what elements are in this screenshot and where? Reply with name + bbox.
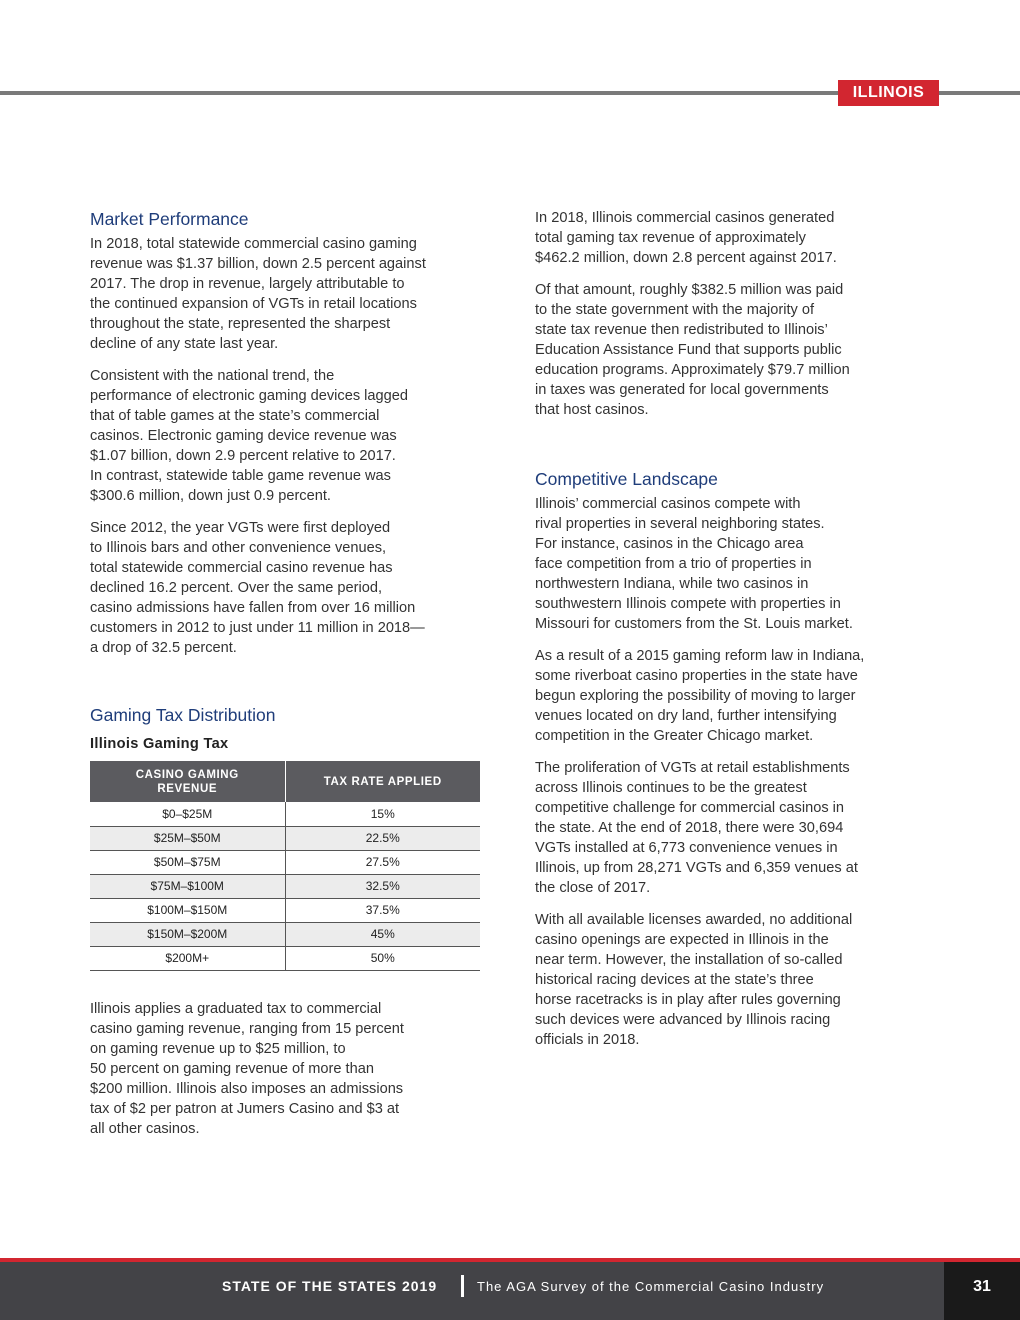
table-title: Illinois Gaming Tax xyxy=(90,736,229,752)
col-header-revenue: CASINO GAMING REVENUE xyxy=(90,761,285,802)
cell-revenue: $50M–$75M xyxy=(90,850,285,874)
tax-revenue-paragraph-2: Of that amount, roughly $382.5 million was paid to the state government with the majority of state tax revenue then redistributed to Illinois’ Education Assistance Fund that supports public education programs. Approximately $79.7 million in taxes was generated for local governments that host casinos. xyxy=(535,282,850,418)
tax-revenue-paragraph-1: In 2018, Illinois commercial casinos generated total gaming tax revenue of approximately $462.2 million, down 2.8 percent against 2017. xyxy=(535,210,837,266)
cell-rate: 45% xyxy=(285,922,480,946)
market-paragraph-2: Consistent with the national trend, the performance of electronic gaming devices lagged that of table games at the state’s commercial casinos. Electronic gaming device revenue was $1.07 billion, down 2.9 percent relative to 2017. In contrast, statewide table game revenue was $300.6 million, down just 0.9 percent. xyxy=(90,368,408,504)
table-header-row xyxy=(90,761,480,802)
gaming-tax-paragraph: Illinois applies a graduated tax to commercial casino gaming revenue, ranging from 15 percent on gaming revenue up to $25 million, to 50 percent on gaming revenue of more than $200 million. Illinois also imposes an admissions tax of $2 per patron at Jumers Casino and $3 at all other casinos. xyxy=(90,1000,404,1137)
footer-title: STATE OF THE STATES 2019 xyxy=(222,1278,438,1294)
cell-revenue: $0–$25M xyxy=(90,802,285,826)
table-row xyxy=(90,874,480,898)
cell-rate: 50% xyxy=(285,946,480,970)
footer-subtitle: The AGA Survey of the Commercial Casino Industry xyxy=(477,1279,825,1294)
competitive-paragraph-2: As a result of a 2015 gaming reform law in Indiana, some riverboat casino properties in the state have begun exploring the possibility of moving to larger venues located on dry land, further intensifying competition in the Greater Chicago market. xyxy=(535,648,865,744)
gaming-tax-table xyxy=(90,761,480,971)
competitive-paragraph-4: With all available licenses awarded, no additional casino openings are expected in Illinois in the near term. However, the installation of so-called historical racing devices at the state’s three horse racetracks is in play after rules governing such devices were advanced by Illinois racing officials in 2018. xyxy=(535,912,853,1048)
cell-revenue: $25M–$50M xyxy=(90,826,285,850)
right-column xyxy=(535,208,933,1062)
col-header-rate: TAX RATE APPLIED xyxy=(285,761,480,802)
cell-rate: 15% xyxy=(285,802,480,826)
state-tab: ILLINOIS xyxy=(838,80,939,106)
competitive-landscape-heading: Competitive Landscape xyxy=(535,469,718,489)
cell-rate: 22.5% xyxy=(285,826,480,850)
market-paragraph-1: In 2018, total statewide commercial casino gaming revenue was $1.37 billion, down 2.5 percent against 2017. The drop in revenue, largely attributable to the continued expansion of VGTs in retail locations throughout the state, represented the sharpest decline of any state last year. xyxy=(90,236,426,352)
footer-separator xyxy=(461,1275,464,1297)
cell-revenue: $75M–$100M xyxy=(90,874,285,898)
competitive-paragraph-3: The proliferation of VGTs at retail establishments across Illinois continues to be the greatest competitive challenge for commercial casinos in the state. At the end of 2018, there were 30,694 VGTs installed at 6,773 convenience venues in Illinois, up from 28,271 VGTs and 6,359 venues at the close of 2017. xyxy=(535,760,858,896)
cell-revenue: $200M+ xyxy=(90,946,285,970)
cell-rate: 37.5% xyxy=(285,898,480,922)
competitive-paragraph-1: Illinois’ commercial casinos compete with rival properties in several neighboring states. For instance, casinos in the Chicago area face competition from a trio of properties in northwestern Indiana, while two casinos in southwestern Illinois compete with properties in Missouri for customers from the St. Louis market. xyxy=(535,496,853,632)
cell-rate: 27.5% xyxy=(285,850,480,874)
page-number: 31 xyxy=(944,1262,1020,1320)
table-row xyxy=(90,850,480,874)
gaming-tax-heading: Gaming Tax Distribution xyxy=(90,705,276,725)
market-performance-heading: Market Performance xyxy=(90,209,249,229)
table-row xyxy=(90,922,480,946)
table-row xyxy=(90,898,480,922)
table-row xyxy=(90,946,480,970)
table-row xyxy=(90,826,480,850)
cell-revenue: $150M–$200M xyxy=(90,922,285,946)
cell-rate: 32.5% xyxy=(285,874,480,898)
cell-revenue: $100M–$150M xyxy=(90,898,285,922)
footer-bar xyxy=(0,1262,1020,1320)
table-row xyxy=(90,802,480,826)
left-column xyxy=(90,208,488,1151)
market-paragraph-3: Since 2012, the year VGTs were first deployed to Illinois bars and other convenience venues, total statewide commercial casino revenue has declined 16.2 percent. Over the same period, casino admissions have fallen from over 16 million customers in 2012 to just under 11 million in 2018— a drop of 32.5 percent. xyxy=(90,520,425,656)
